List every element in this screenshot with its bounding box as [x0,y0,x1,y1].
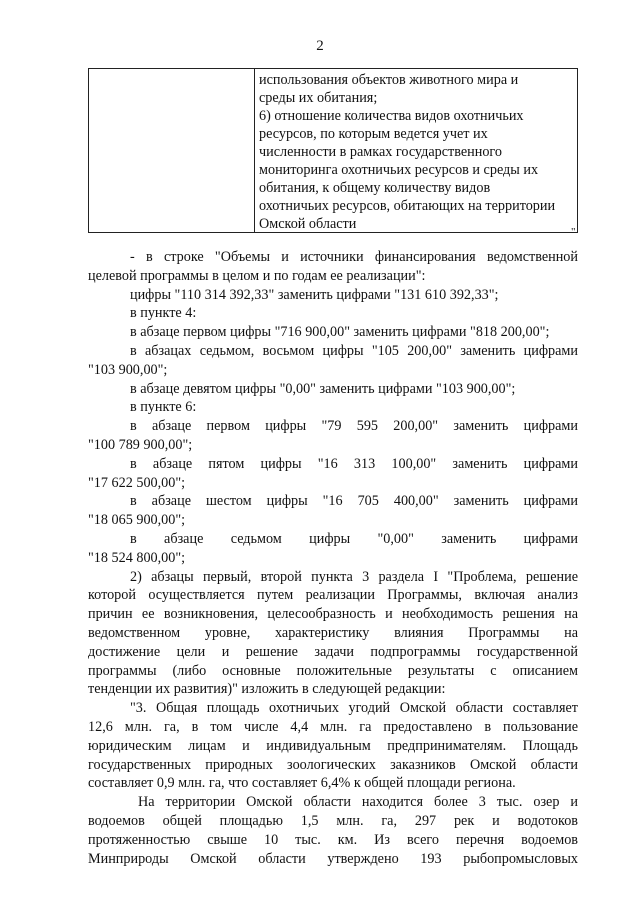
paragraph-line: "18 065 900,00"; [88,512,186,529]
paragraph-line: протяженностью свыше 10 тыс. км. Из всего перечня водоемов [88,831,578,848]
table-text-line: ресурсов, по которым ведется учет их [259,126,488,142]
paragraph-line: в абзацах седьмом, восьмом цифры "105 200,00" заменить цифрами [130,342,578,359]
paragraph-line: причин ее возникновения, целесообразность и необходимость решения на [88,606,578,623]
paragraph-line: целевой программы в целом и по годам ее реализации": [88,267,426,284]
paragraph-line: - в строке "Объемы и источники финансирования ведомственной [130,249,578,265]
paragraph-line: На территории Омской области находится более 3 тыс. озер и [138,794,578,811]
paragraph-line: тенденции их развития)" изложить в следующей редакции: [88,681,446,698]
paragraph-line: государственных природных зоологических заказников Омской области [88,756,578,773]
table-text-line: среды их обитания; [259,90,378,106]
amendment-table [88,68,578,233]
paragraph-line: которой осуществляется путем реализации Программы, включая анализ [88,587,578,604]
paragraph-line: юридическим лицам и индивидуальным предпринимателям. Площадь [88,737,578,754]
table-text-line: Омской области [259,216,357,232]
paragraph-line: "3. Общая площадь охотничьих угодий Омской области составляет [130,700,578,717]
table-text-line: обитания, к общему количеству видов [259,180,491,196]
table-text-line: использования объектов животного мира и [259,72,519,88]
paragraph-line: в абзаце пятом цифры "16 313 100,00" заменить цифрами [130,455,578,472]
table-text-line: мониторинга охотничьих ресурсов и среды их [259,162,539,178]
paragraph-line: в абзаце седьмом цифры "0,00" заменить цифрами [130,530,578,547]
paragraph-line: 2) абзацы первый, второй пункта 3 раздела I "Проблема, решение [130,568,578,585]
paragraph-line: в абзаце первом цифры "79 595 200,00" заменить цифрами [130,418,578,435]
paragraph-line: "17 622 500,00"; [88,474,186,491]
paragraph-line: ведомственном уровне, характеристику влияния Программы на [88,624,578,641]
paragraph-line: в абзаце шестом цифры "16 705 400,00" заменить цифрами [130,493,578,510]
paragraph-line: составляет 0,9 млн. га, что составляет 6,4% к общей площади региона. [88,775,516,792]
table-column-divider [254,69,255,232]
paragraph-line: Минприроды Омской области утверждено 193 рыбопромысловых [88,850,578,867]
table-text-line: охотничьих ресурсов, обитающих на территории [259,198,556,214]
paragraph-line: достижение цели и решение задачи подпрограммы государственной [88,643,578,660]
closing-quote: " [571,226,576,238]
table-right-cell [259,71,573,233]
paragraph-line: "100 789 900,00"; [88,436,193,453]
paragraph-line: программы (либо основные положительные результаты с описанием [88,662,578,679]
document-body [88,248,578,868]
page-number: 2 [316,38,324,54]
paragraph-line: водоемов общей площадью 1,5 млн. га, 297 рек и водотоков [88,812,578,829]
paragraph-line: 12,6 млн. га, в том числе 4,4 млн. га предоставлено в пользование [88,718,578,735]
table-text-line: численности в рамках государственного [259,144,502,160]
paragraph-line: "18 524 800,00"; [88,549,186,566]
table-text-line: 6) отношение количества видов охотничьих [259,108,524,124]
paragraph: в абзаце первом цифры "716 900,00" заменить цифрами "818 200,00"; [130,324,550,341]
paragraph-line: "103 900,00"; [88,361,168,378]
paragraph: цифры "110 314 392,33" заменить цифрами "131 610 392,33"; [130,286,499,303]
paragraph: в пункте 4: [130,305,197,322]
paragraph: в абзаце девятом цифры "0,00" заменить цифрами "103 900,00"; [130,380,516,397]
paragraph: в пункте 6: [130,399,197,416]
